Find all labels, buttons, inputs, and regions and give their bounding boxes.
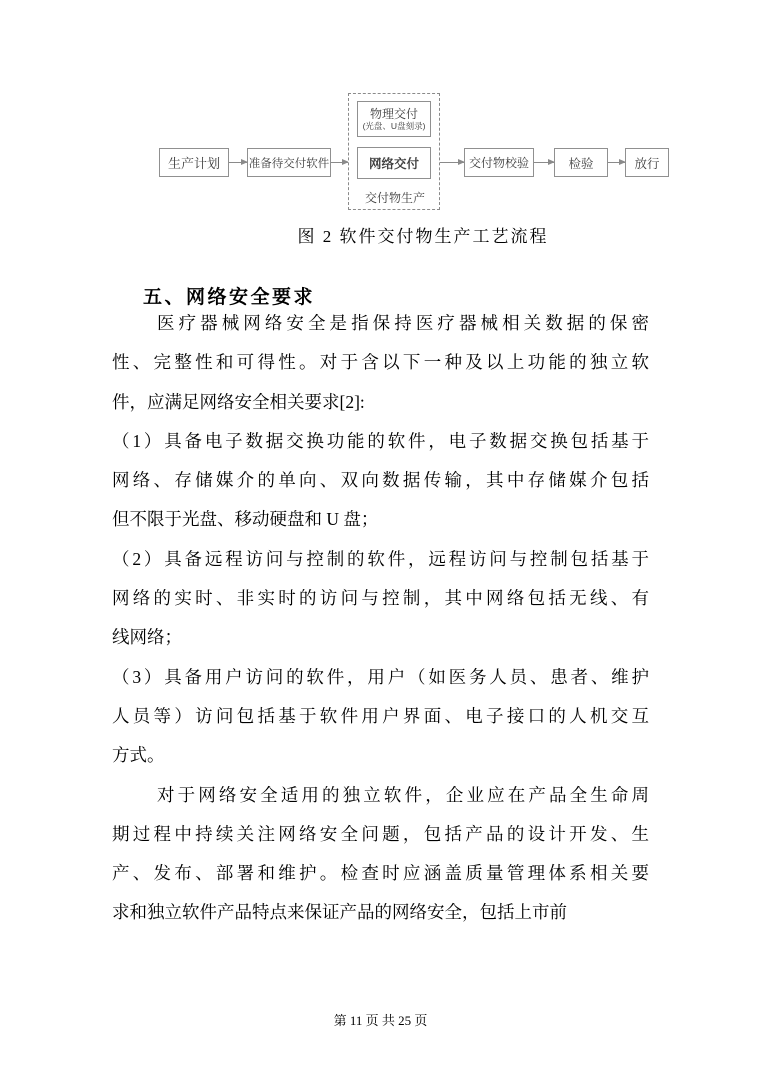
body-line: （2）具备远程访问与控制的软件，远程访问与控制包括基于 — [112, 548, 649, 569]
body-line: （1）具备电子数据交换功能的软件，电子数据交换包括基于 — [112, 430, 649, 451]
flow-arrow — [440, 162, 464, 163]
section-heading: 五、网络安全要求 — [143, 287, 316, 308]
flow-node-inspection: 检验 — [554, 148, 608, 177]
flow-node-physical-delivery — [357, 101, 431, 137]
body-line: （3）具备用户访问的软件，用户（如医务人员、患者、维护 — [112, 666, 649, 687]
body-line: 期过程中持续关注网络安全问题，包括产品的设计开发、生 — [112, 823, 649, 844]
flow-node-production-plan: 生产计划 — [159, 148, 229, 177]
body-line: 方式。 — [112, 745, 165, 766]
physical-delivery-title: 物理交付 — [369, 106, 418, 121]
body-line: 件，应满足网络安全相关要求[2]: — [112, 391, 365, 412]
body-line: 网络的实时、非实时的访问与控制，其中网络包括无线、有 — [112, 588, 649, 609]
flow-node-deliverable-check: 交付物校验 — [464, 148, 534, 177]
body-line: 对于网络安全适用的独立软件，企业应在产品全生命周 — [157, 784, 649, 805]
body-line: 性、完整性和可得性。对于含以下一种及以上功能的独立软 — [112, 352, 649, 373]
flow-node-release: 放行 — [625, 148, 669, 177]
flow-arrow — [229, 162, 247, 163]
page-number: 第 11 页 共 25 页 — [333, 1013, 428, 1028]
body-line: 线网络； — [112, 627, 182, 648]
body-line: 但不限于光盘、移动硬盘和 U 盘； — [112, 509, 379, 530]
flow-arrow — [608, 162, 625, 163]
body-line: 求和独立软件产品特点来保证产品的网络安全，包括上市前 — [112, 902, 567, 923]
physical-delivery-subtitle: (光盘、U盘刻录) — [362, 120, 426, 131]
flow-node-prepare-software: 准备待交付软件 — [247, 148, 331, 177]
body-text — [112, 304, 649, 933]
body-line: 产、发布、部署和维护。检查时应涵盖质量管理体系相关要 — [112, 863, 649, 884]
flow-node-network-delivery: 网络交付 — [357, 147, 431, 179]
delivery-process-flowchart — [155, 90, 675, 220]
flow-arrow — [331, 162, 348, 163]
flow-group-label: 交付物生产 — [364, 191, 425, 205]
body-line: 医疗器械网络安全是指保持医疗器械相关数据的保密 — [157, 313, 649, 333]
flow-arrow — [534, 162, 554, 163]
body-line: 网络、存储媒介的单向、双向数据传输，其中存储媒介包括 — [112, 470, 649, 491]
figure-caption: 图 2 软件交付物生产工艺流程 — [297, 227, 549, 246]
body-line: 人员等）访问包括基于软件用户界面、电子接口的人机交互 — [112, 705, 649, 726]
flow-group-deliverable-production — [348, 93, 440, 210]
